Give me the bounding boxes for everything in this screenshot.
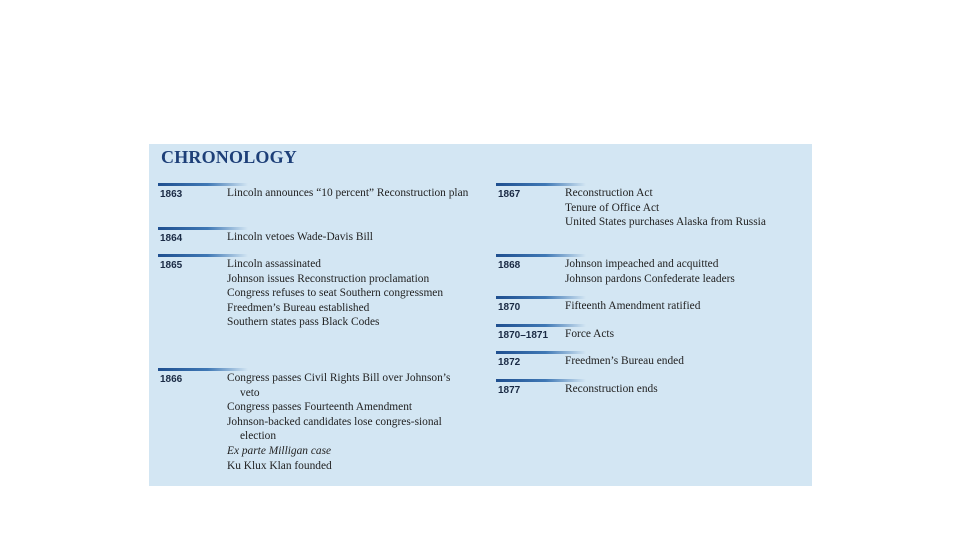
timeline-event: Johnson issues Reconstruction proclamation: [227, 272, 430, 285]
timeline-event: Congress refuses to seat Southern congressmen: [227, 287, 444, 300]
timeline-year: 1872: [498, 357, 521, 368]
timeline-event: Congress passes Civil Rights Bill over Johnson’s veto: [227, 372, 451, 399]
timeline-event: Freedmen’s Bureau established: [227, 301, 370, 314]
timeline-events: [565, 354, 810, 369]
timeline-event: Lincoln assassinated: [227, 258, 321, 270]
timeline-events: [565, 257, 810, 286]
timeline-year: 1877: [498, 385, 521, 396]
timeline-events: [227, 186, 472, 201]
timeline-event: Fifteenth Amendment ratified: [565, 300, 701, 312]
timeline-year: 1868: [498, 260, 521, 271]
timeline-event: Reconstruction Act: [565, 187, 653, 199]
chronology-panel: [149, 144, 812, 486]
timeline-events: [227, 230, 472, 245]
timeline-event: Lincoln vetoes Wade-Davis Bill: [227, 231, 373, 243]
timeline-events: [565, 186, 810, 230]
timeline-year: 1863: [160, 189, 183, 200]
timeline-event: Force Acts: [565, 328, 615, 340]
timeline-year: 1866: [160, 374, 183, 385]
timeline-event: Ku Klux Klan founded: [227, 459, 332, 472]
timeline-events: [565, 327, 810, 342]
timeline-event: Lincoln announces “10 percent” Reconstruction plan: [227, 187, 469, 199]
timeline-event: United States purchases Alaska from Russia: [565, 216, 766, 229]
timeline-year: 1870–1871: [498, 330, 549, 341]
timeline-year: 1864: [160, 233, 183, 244]
timeline-year: 1870: [498, 302, 521, 313]
timeline-events: [565, 299, 810, 314]
timeline-event: Ex parte Milligan case: [227, 444, 332, 457]
timeline-events: [565, 382, 810, 397]
timeline-event: Freedmen’s Bureau ended: [565, 355, 684, 367]
timeline-event: Southern states pass Black Codes: [227, 316, 380, 329]
timeline-event: Tenure of Office Act: [565, 201, 660, 214]
timeline-event: Reconstruction ends: [565, 383, 658, 395]
timeline-events: [227, 371, 472, 473]
timeline-event: Congress passes Fourteenth Amendment: [227, 401, 413, 414]
timeline-year: 1867: [498, 189, 521, 200]
timeline-year: 1865: [160, 260, 183, 271]
timeline-event: Johnson pardons Confederate leaders: [565, 272, 735, 285]
timeline-event: Johnson impeached and acquitted: [565, 258, 719, 270]
timeline-events: [227, 257, 472, 330]
chronology-title: CHRONOLOGY: [161, 147, 298, 167]
timeline-event: Johnson-backed candidates lose congres-sional election: [227, 415, 442, 443]
